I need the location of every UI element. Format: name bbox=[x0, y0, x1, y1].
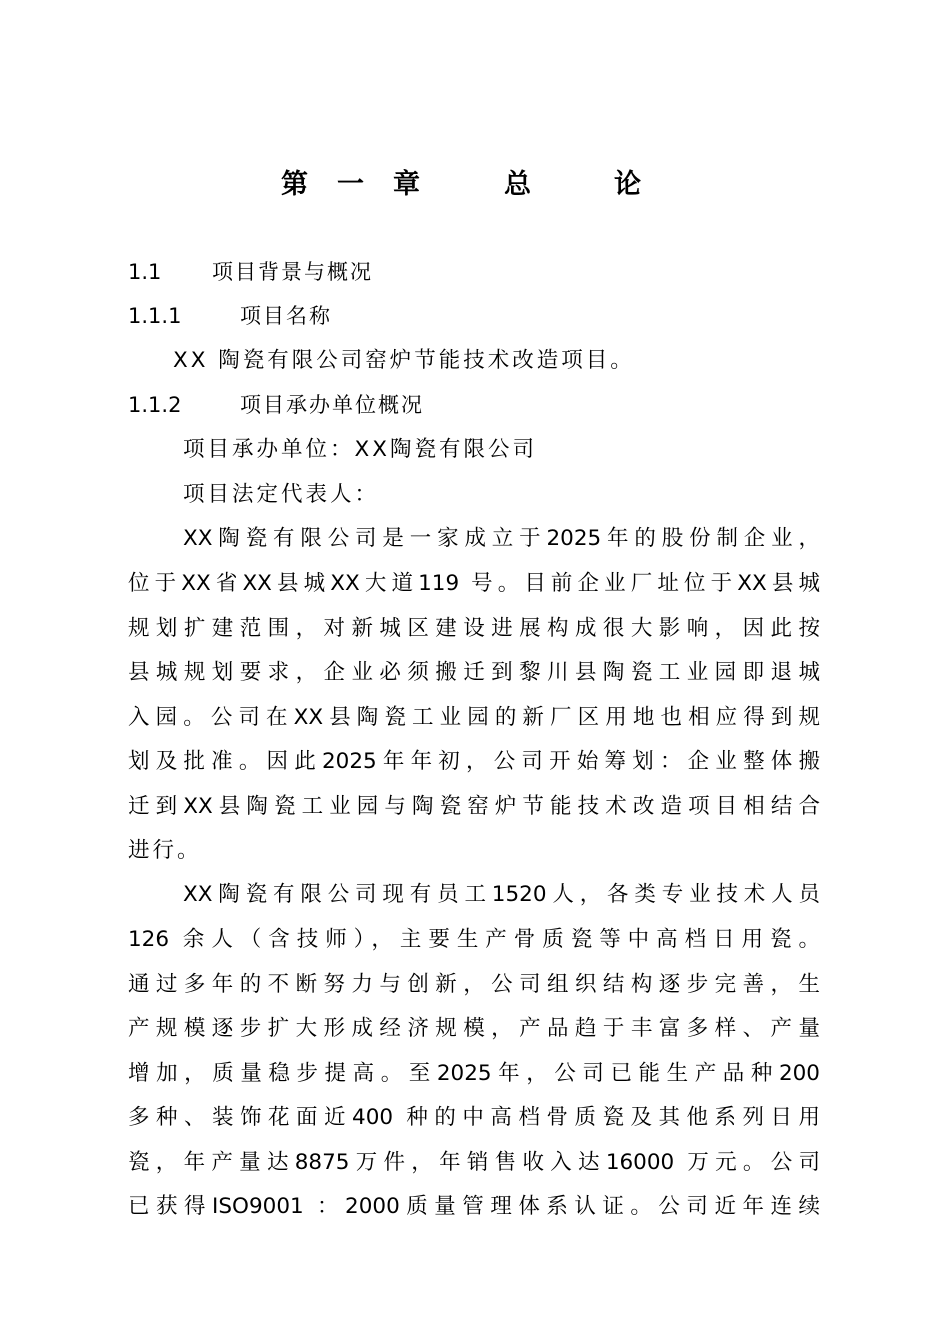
paragraph-line: 126 余人（含技师），主要生产骨质瓷等中高档日用瓷。 bbox=[128, 927, 820, 952]
paragraph-line: 迁到XX县陶瓷工业园与陶瓷窑炉节能技术改造项目相结合 bbox=[128, 794, 820, 819]
paragraph-line: XX陶瓷有限公司现有员工1520人，各类专业技术人员 bbox=[183, 882, 820, 907]
paragraph-line: 进行。 bbox=[128, 838, 202, 863]
sponsor-unit-text: 项目承办单位：XX陶瓷有限公司 bbox=[183, 437, 537, 462]
section-title: 项目名称 bbox=[240, 304, 332, 328]
chapter-title-char: 论 bbox=[614, 169, 641, 200]
paragraph-line: 已获得ISO9001 ：2000质量管理体系认证。公司近年连续 bbox=[128, 1194, 820, 1219]
section-title: 项目背景与概况 bbox=[212, 260, 373, 284]
chapter-title-char: 第 bbox=[281, 169, 308, 200]
paragraph-line: 瓷，年产量达8875万件，年销售收入达16000 万元。公司 bbox=[128, 1150, 820, 1175]
section-number: 1.1 bbox=[128, 260, 162, 284]
paragraph-line: 增加，质量稳步提高。至2025年，公司已能生产品种200 bbox=[128, 1061, 820, 1086]
paragraph-line: 多种、装饰花面近400 种的中高档骨质瓷及其他系列日用 bbox=[128, 1105, 820, 1130]
project-name-text: XX 陶瓷有限公司窑炉节能技术改造项目。 bbox=[173, 348, 635, 373]
section-title: 项目承办单位概况 bbox=[240, 393, 424, 417]
section-number: 1.1.2 bbox=[128, 393, 182, 417]
section-number: 1.1.1 bbox=[128, 304, 182, 328]
paragraph-line: 入园。公司在XX县陶瓷工业园的新厂区用地也相应得到规 bbox=[128, 705, 820, 730]
paragraph-line: 县城规划要求，企业必须搬迁到黎川县陶瓷工业园即退城 bbox=[128, 660, 820, 685]
section-heading-1-1-2 bbox=[128, 390, 424, 420]
paragraph-line: 规划扩建范围，对新城区建设进展构成很大影响，因此按 bbox=[128, 616, 820, 641]
chapter-title-char: 章 bbox=[393, 169, 420, 200]
paragraph-line: 通过多年的不断努力与创新，公司组织结构逐步完善，生 bbox=[128, 972, 820, 997]
section-heading-1-1-1 bbox=[128, 301, 332, 331]
chapter-title bbox=[0, 160, 950, 210]
paragraph-line: 位于XX省XX县城XX大道119 号。目前企业厂址位于XX县城 bbox=[128, 571, 820, 596]
paragraph-line: 产规模逐步扩大形成经济规模，产品趋于丰富多样、产量 bbox=[128, 1016, 820, 1041]
chapter-title-char: 一 bbox=[337, 169, 364, 200]
paragraph-line: XX陶瓷有限公司是一家成立于2025年的股份制企业， bbox=[183, 526, 820, 551]
chapter-title-char: 总 bbox=[504, 169, 531, 200]
paragraph-line: 划及批准。因此2025年年初，公司开始筹划：企业整体搬 bbox=[128, 749, 820, 774]
section-heading-1-1 bbox=[128, 257, 373, 287]
legal-representative-text: 项目法定代表人： bbox=[183, 482, 380, 507]
